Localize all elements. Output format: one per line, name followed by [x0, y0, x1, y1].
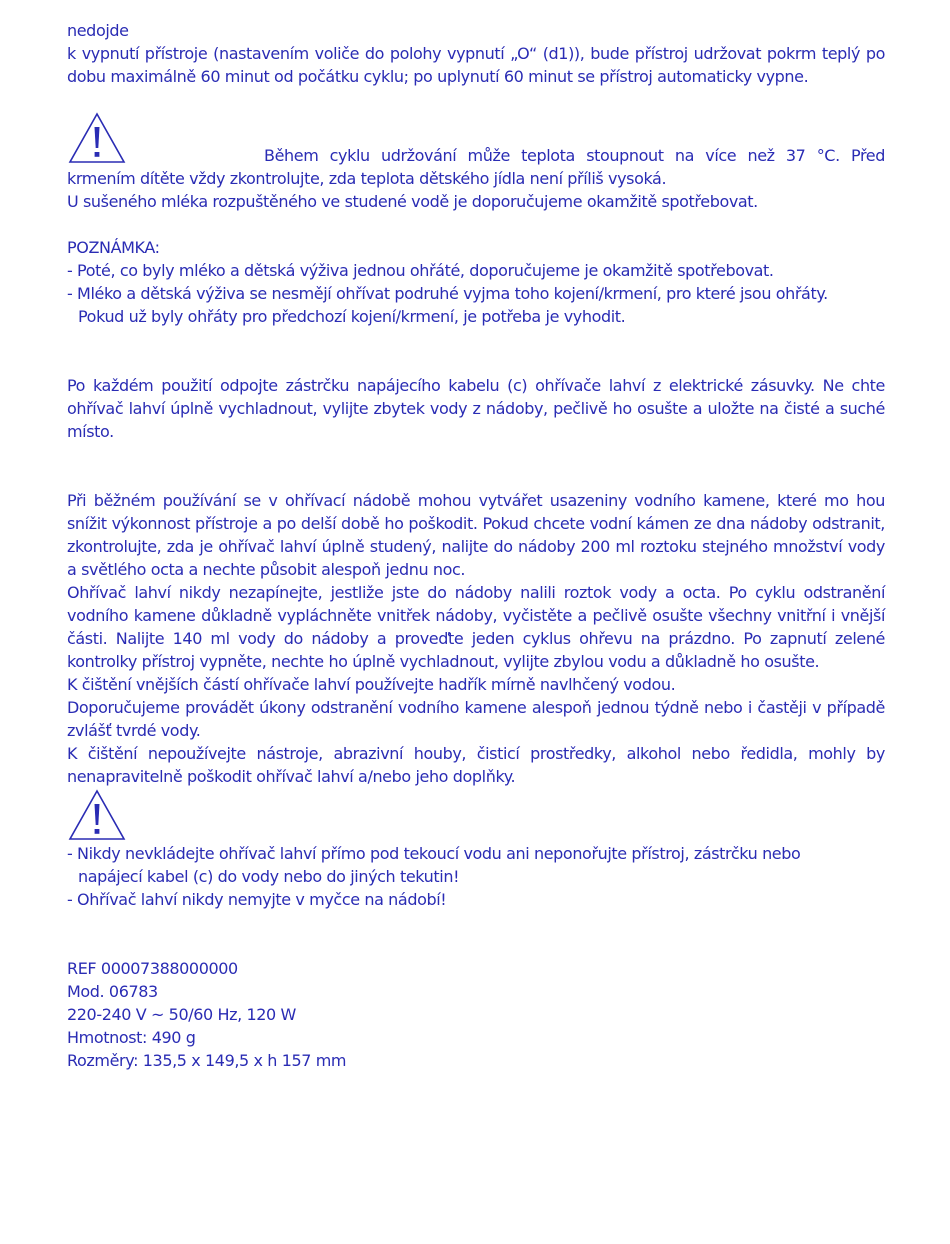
warning-block-2 — [67, 788, 885, 911]
spec-ref: REF 00007388000000 — [67, 959, 238, 978]
note-title: POZNÁMKA: — [67, 238, 160, 257]
note-block — [67, 236, 885, 328]
warning-2-item-1-cont: napájecí kabel (c) do vody nebo do jiných tekutin! — [78, 867, 460, 886]
note-item-2-cont: Pokud už byly ohřáty pro předchozí kojení/krmení, je potřeba je vyhodit. — [78, 307, 626, 326]
intro-line: nedojde — [67, 21, 129, 40]
warning-1-text-2: U sušeného mléka rozpuštěného ve studené vodě je doporučujeme okamžitě spotřebovat. — [67, 192, 758, 211]
cleaning-paragraph-4: Doporučujeme provádět úkony odstranění vodního kamene alespoň jednou týdně nebo i častěji v případě zvlášť tvrdé vody. — [67, 698, 885, 740]
spec-weight: Hmotnost: 490 g — [67, 1028, 196, 1047]
spec-model: Mod. 06783 — [67, 982, 158, 1001]
note-item-1: - Poté, co byly mléko a dětská výživa jednou ohřáté, doporučujeme je okamžitě spotřebovat. — [67, 261, 774, 280]
warning-1-text: Během cyklu udržování může teplota stoupnout na více než 37 °C. Před krmením dítěte vždy zkontrolujte, zda teplota dětského jídla není příliš vysoká. — [67, 146, 885, 188]
cleaning-paragraph-1: Při běžném používání se v ohřívací nádobě mohou vytvářet usazeniny vodního kamene, které mo hou snížit výkonnost přístroje a po delší době ho poškodit. Pokud chcete vodní kámen ze dna nádoby odstranit, zkontrolujte, zda je ohřívač lahví úplně studený, nalijte do nádoby 200 ml roztoku stejného množství vody a světlého octa a nechte působit alespoň jednu noc. — [67, 491, 885, 579]
warning-block-1 — [67, 111, 885, 213]
spec-dimensions: Rozměry: 135,5 x 149,5 x h 157 mm — [67, 1051, 347, 1070]
cleaning-paragraph-2: Ohřívač lahví nikdy nezapínejte, jestliže jste do nádoby nalili roztok vody a octa. Po cyklu odstranění vodního kamene důkladně vypláchněte vnitřek nádoby, vyčistěte a pečlivě osušte všechny vnitřní i vnější části. Nalijte 140 ml vody do nádoby a proveďte jeden cyklus ohřevu na prázdno. Po zapnutí zelené kontrolky přístroj vypněte, nechte ho úplně vychladnout, vylijte zbylou vodu a důkladně ho osušte. — [67, 583, 885, 671]
warning-triangle-icon — [67, 788, 127, 842]
after-use-paragraph: Po každém použití odpojte zástrčku napájecího kabelu (c) ohřívače lahví z elektrické zásuvky. Ne chte ohřívač lahví úplně vychladnout, vylijte zbytek vody z nádoby, pečlivě ho osušte a uložte na čisté a suché místo. — [67, 376, 885, 441]
document-page — [67, 19, 885, 1072]
warning-2-item-1: - Nikdy nevkládejte ohřívač lahví přímo pod tekoucí vodu ani neponořujte přístroj, zástrčku nebo — [67, 844, 801, 863]
cleaning-paragraph-3: K čištění vnějších částí ohřívače lahví používejte hadřík mírně navlhčený vodou. — [67, 675, 676, 694]
intro-paragraph: k vypnutí přístroje (nastavením voliče do polohy vypnutí „O“ (d1)), bude přístroj udržovat pokrm teplý po dobu maximálně 60 minut od počátku cyklu; po uplynutí 60 minut se přístroj automaticky vypne. — [67, 44, 885, 86]
cleaning-section — [67, 489, 885, 788]
cleaning-paragraph-5: K čištění nepoužívejte nástroje, abrazivní houby, čisticí prostředky, alkohol nebo ředidla, mohly by nenapravitelně poškodit ohřívač lahví a/nebo jeho doplňky. — [67, 744, 885, 786]
spec-power: 220-240 V ~ 50/60 Hz, 120 W — [67, 1005, 296, 1024]
note-item-2: - Mléko a dětská výživa se nesmějí ohřívat podruhé vyjma toho kojení/krmení, pro které jsou ohřáty. — [67, 284, 828, 303]
specs-block — [67, 957, 885, 1072]
warning-2-item-2: - Ohřívač lahví nikdy nemyjte v myčce na nádobí! — [67, 890, 447, 909]
